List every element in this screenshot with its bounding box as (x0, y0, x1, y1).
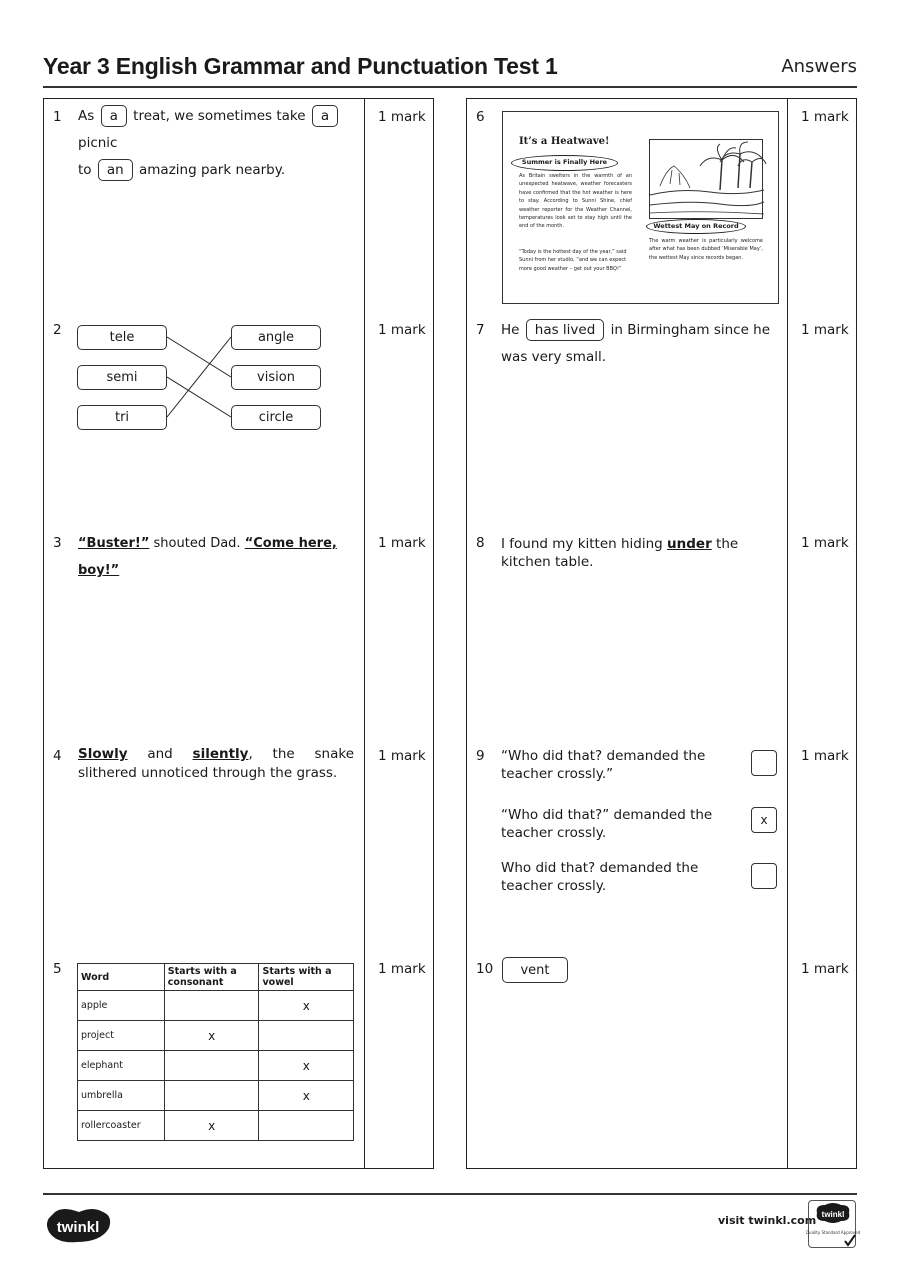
mark-label: 1 mark (378, 748, 426, 764)
answer-box: a (101, 105, 127, 127)
subheading-circled: Wettest May on Record (646, 219, 746, 234)
word-box: circle (231, 405, 321, 430)
question-number: 6 (476, 109, 485, 125)
word-box: angle (231, 325, 321, 350)
question-3-text: “Buster!” shouted Dad. “Come here, boy!” (78, 536, 337, 578)
quality-badge-icon (805, 1201, 861, 1249)
mark-label: 1 mark (801, 961, 849, 977)
mark-label: 1 mark (378, 535, 426, 551)
mark-label: 1 mark (801, 109, 849, 125)
article-headline: It’s a Heatwave! (519, 136, 610, 147)
quality-badge (805, 1200, 861, 1248)
table-row: apple x (78, 991, 354, 1021)
article-paragraph: “Today is the hottest day of the year,” said Sunni from her studio, “and we can expect more good weather – get out your BBQ!” (519, 249, 627, 272)
prefix-box: semi (77, 365, 167, 390)
answers-label: Answers (781, 56, 857, 77)
question-number: 4 (53, 748, 62, 764)
question-8-text: I found my kitten hiding under the kitchen table. (501, 536, 739, 570)
option-text: “Who did that? demanded the teacher crossly.” (501, 748, 706, 782)
right-panel (466, 98, 857, 1169)
answer-box: vent (502, 957, 568, 983)
prefix-box: tele (77, 325, 167, 350)
question-number: 2 (53, 322, 62, 338)
newspaper-article (502, 111, 779, 304)
left-panel (43, 98, 434, 1169)
mark-label: 1 mark (378, 961, 426, 977)
table-header: Word (78, 964, 165, 991)
question-number: 7 (476, 322, 485, 338)
article-paragraph: The warm weather is particularly welcome after what has been dubbed ‘Miserable May’, the wettest May since records began. (649, 238, 763, 261)
twinkl-logo-icon (43, 1204, 113, 1244)
prefix-box: tri (77, 405, 167, 430)
table-row: project x (78, 1021, 354, 1051)
page-title: Year 3 English Grammar and Punctuation Test 1 (43, 53, 558, 79)
footer-divider (43, 1193, 857, 1195)
option-text: “Who did that?” demanded the teacher crossly. (501, 807, 713, 841)
table-header: Starts with a vowel (259, 964, 354, 991)
mark-label: 1 mark (801, 535, 849, 551)
palm-trees-image (650, 140, 764, 220)
question-7-text: He has lived in Birmingham since he was very small. (501, 317, 771, 371)
mark-label: 1 mark (801, 748, 849, 764)
question-number: 1 (53, 109, 62, 125)
question-number: 10 (476, 961, 494, 977)
mark-label: 1 mark (801, 322, 849, 338)
twinkl-logo (43, 1204, 113, 1244)
page-header (43, 50, 857, 88)
table-row: umbrella x (78, 1081, 354, 1111)
svg-text:twinkl: twinkl (56, 1219, 100, 1236)
answer-box: an (98, 159, 133, 181)
answer-box: has lived (526, 319, 605, 341)
website-link[interactable]: visit twinkl.com (718, 1214, 817, 1227)
question-number: 3 (53, 535, 62, 551)
question-number: 8 (476, 535, 485, 551)
subheading-circled: Summer is Finally Here (511, 155, 618, 171)
question-4-text: Slowly and silently, the snake slithered unnoticed through the grass. (78, 746, 355, 781)
svg-text:Quality Standard Approved: Quality Standard Approved (805, 1230, 861, 1235)
table-row: elephant x (78, 1051, 354, 1081)
question-1-text: As a treat, we sometimes take a picnic to an amazing park nearby. (78, 103, 358, 184)
option-checkbox: x (751, 807, 777, 833)
table-header: Starts with a consonant (164, 964, 259, 991)
question-number: 5 (53, 961, 62, 977)
option-checkbox (751, 750, 777, 776)
table-row: rollercoaster x (78, 1111, 354, 1141)
word-table (77, 963, 354, 1141)
mark-label: 1 mark (378, 322, 426, 338)
mark-column-divider (364, 99, 365, 1168)
beach-illustration (649, 139, 763, 219)
svg-text:twinkl: twinkl (821, 1210, 845, 1219)
mark-column-divider (787, 99, 788, 1168)
answer-box: a (312, 105, 338, 127)
matching-lines (44, 99, 364, 499)
article-paragraph: As Britain swelters in the warmth of an unexpected heatwave, weather forecasters have confirmed that the hot weather is here to stay. According to Sunni Shine, chief weather reporter for the Weather Channel, temperatures look set to stay high until the end of the month. (519, 173, 632, 230)
mark-label: 1 mark (378, 109, 426, 125)
option-checkbox (751, 863, 777, 889)
option-text: Who did that? demanded the teacher crossly. (501, 860, 699, 894)
question-number: 9 (476, 748, 485, 764)
word-box: vision (231, 365, 321, 390)
